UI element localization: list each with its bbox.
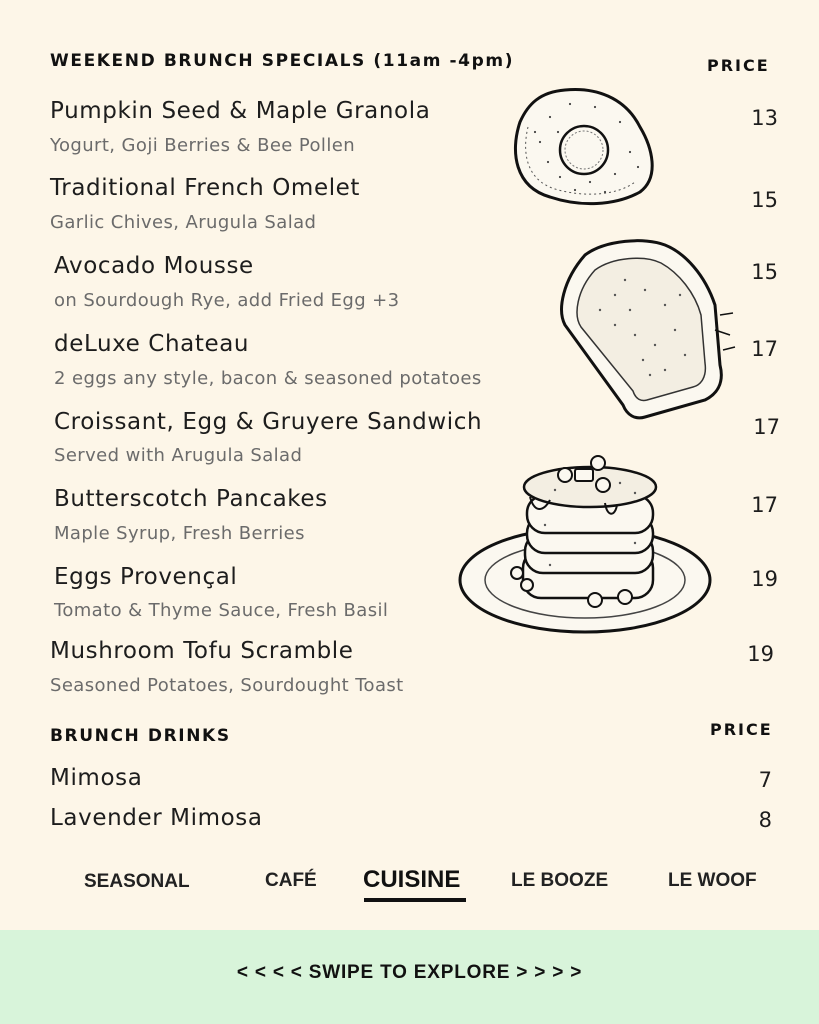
fried-egg-illustration — [500, 82, 660, 212]
menu-item-name: Butterscotch Pancakes — [54, 486, 328, 512]
menu-item-name: Eggs Provençal — [54, 564, 238, 590]
drink-item-price: 7 — [758, 768, 772, 792]
menu-item-desc: Served with Arugula Salad — [54, 445, 303, 466]
brunch-price-header: PRICE — [707, 56, 770, 75]
menu-item-price: 17 — [751, 337, 778, 361]
drink-item-name: Lavender Mimosa — [50, 805, 263, 831]
menu-item-name: Avocado Mousse — [54, 253, 254, 279]
menu-item-price: 19 — [751, 567, 778, 591]
menu-item-name: Mushroom Tofu Scramble — [50, 638, 354, 664]
active-tab-underline — [364, 898, 466, 902]
menu-item-desc: Seasoned Potatoes, Sourdought Toast — [50, 675, 404, 696]
drink-item-name: Mimosa — [50, 765, 143, 791]
nav-item-cafe[interactable]: CAFÉ — [265, 870, 317, 891]
menu-item-desc: Maple Syrup, Fresh Berries — [54, 523, 305, 544]
toast-illustration — [555, 235, 745, 420]
nav-item-le-booze[interactable]: LE BOOZE — [511, 870, 609, 891]
drinks-section-title: BRUNCH DRINKS — [50, 726, 231, 746]
menu-item-desc: Yogurt, Goji Berries & Bee Pollen — [50, 135, 356, 156]
nav-item-cuisine[interactable]: CUISINE — [363, 866, 461, 893]
menu-item-price: 19 — [747, 642, 774, 666]
menu-item-name: Croissant, Egg & Gruyere Sandwich — [54, 409, 483, 435]
menu-item-desc: 2 eggs any style, bacon & seasoned potatoes — [54, 368, 482, 389]
menu-item-name: deLuxe Chateau — [54, 331, 250, 357]
drink-item-price: 8 — [758, 808, 772, 832]
menu-item-price: 15 — [751, 260, 778, 284]
menu-item-price: 13 — [751, 106, 778, 130]
pancakes-illustration — [455, 455, 715, 640]
swipe-to-explore-text[interactable]: < < < < SWIPE TO EXPLORE > > > > — [236, 962, 583, 983]
menu-item-name: Pumpkin Seed & Maple Granola — [50, 98, 431, 124]
menu-item-price: 17 — [751, 493, 778, 517]
menu-item-price: 17 — [753, 415, 780, 439]
brunch-section-title: WEEKEND BRUNCH SPECIALS (11am -4pm) — [50, 51, 515, 71]
drinks-price-header: PRICE — [710, 720, 773, 739]
menu-item-desc: Tomato & Thyme Sauce, Fresh Basil — [54, 600, 389, 621]
menu-item-desc: on Sourdough Rye, add Fried Egg +3 — [54, 290, 400, 311]
nav-item-seasonal[interactable]: SEASONAL — [84, 871, 190, 892]
menu-item-price: 15 — [751, 188, 778, 212]
menu-item-desc: Garlic Chives, Arugula Salad — [50, 212, 317, 233]
nav-item-le-woof[interactable]: LE WOOF — [668, 870, 757, 891]
menu-item-name: Traditional French Omelet — [50, 175, 361, 201]
